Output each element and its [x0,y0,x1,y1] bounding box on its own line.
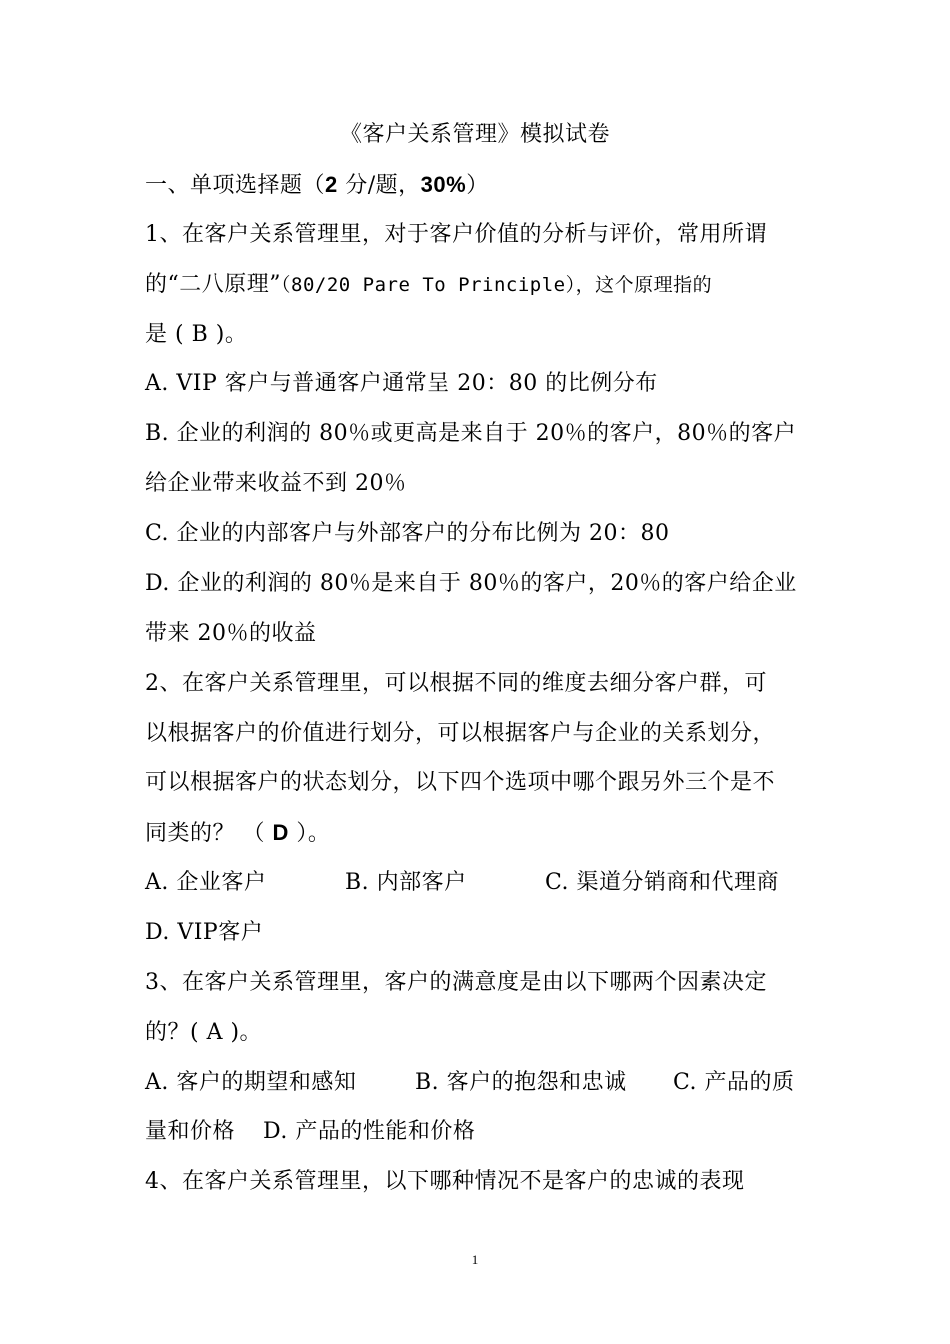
q1-option-d-line1: D. 企业的利润的 80％是来自于 80％的客户，20％的客户给企业 [145,571,797,596]
q2-answer: D [272,820,289,845]
q1-option-b-line1: B. 企业的利润的 80％或更高是来自于 20％的客户，80％的客户 [145,421,797,446]
q3-option-d: D. 产品的性能和价格 [263,1119,476,1144]
q2-line4-b: ）。 [288,821,331,846]
q3-options-row2 [145,1118,825,1146]
q3-options-row1 [145,1069,825,1097]
q4-line1: 4、在客户关系管理里，以下哪种情况不是客户的忠诚的表现 [145,1169,745,1194]
document-title: 《客户关系管理》模拟试卷 [339,122,610,147]
q1-option-c: C. 企业的内部客户与外部客户的分布比例为 20：80 [145,521,670,546]
section-heading [145,171,825,200]
q2-line4 [145,819,825,848]
q1-line1: 1、在客户关系管理里，对于客户价值的分析与评价，常用所谓 [145,222,767,247]
q1-line2-a: 的“二八原理” [145,272,281,297]
section-percent: 30% [420,172,467,197]
q3-option-c-part2: 量和价格 [145,1119,236,1144]
q1-option-d-line2: 带来 20％的收益 [145,621,317,646]
q1-option-b-line2: 给企业带来收益不到 20％ [145,471,407,496]
page-number: 1 [471,1252,479,1267]
q1-line2-b: （80/20 Pare To Principle），这个原理指的 [281,274,713,296]
q3-option-b: B. 客户的抱怨和忠诚 [415,1070,627,1095]
q2-line4-a: 同类的？ （ [145,821,273,846]
q2-line1: 2、在客户关系管理里，可以根据不同的维度去细分客户群，可 [145,671,767,696]
q1-option-a: A. VIP 客户与普通客户通常呈 20：80 的比例分布 [145,371,658,396]
q2-line3: 可以根据客户的状态划分，以下四个选项中哪个跟另外三个是不 [145,770,776,795]
q2-option-d: D. VIP客户 [145,920,264,945]
q2-option-b: B. 内部客户 [345,870,467,895]
section-score: 2 [325,172,338,197]
q3-line2: 的？( A )。 [145,1020,263,1045]
section-suffix: ） [466,173,489,198]
q2-option-c: C. 渠道分销商和代理商 [545,870,780,895]
q2-options-row [145,869,825,897]
q2-option-a: A. 企业客户 [145,870,267,895]
q1-line2 [145,271,825,299]
q3-option-a: A. 客户的期望和感知 [145,1070,357,1095]
q3-option-c-part1: C. 产品的质 [673,1070,795,1095]
q1-line3: 是 ( B )。 [145,322,248,347]
q2-line2: 以根据客户的价值进行划分，可以根据客户与企业的关系划分， [145,721,776,746]
q3-line1: 3、在客户关系管理里，客户的满意度是由以下哪两个因素决定 [145,970,767,995]
section-prefix: 一、单项选择题（ [145,173,326,198]
section-mid: 分/题， [337,173,421,198]
